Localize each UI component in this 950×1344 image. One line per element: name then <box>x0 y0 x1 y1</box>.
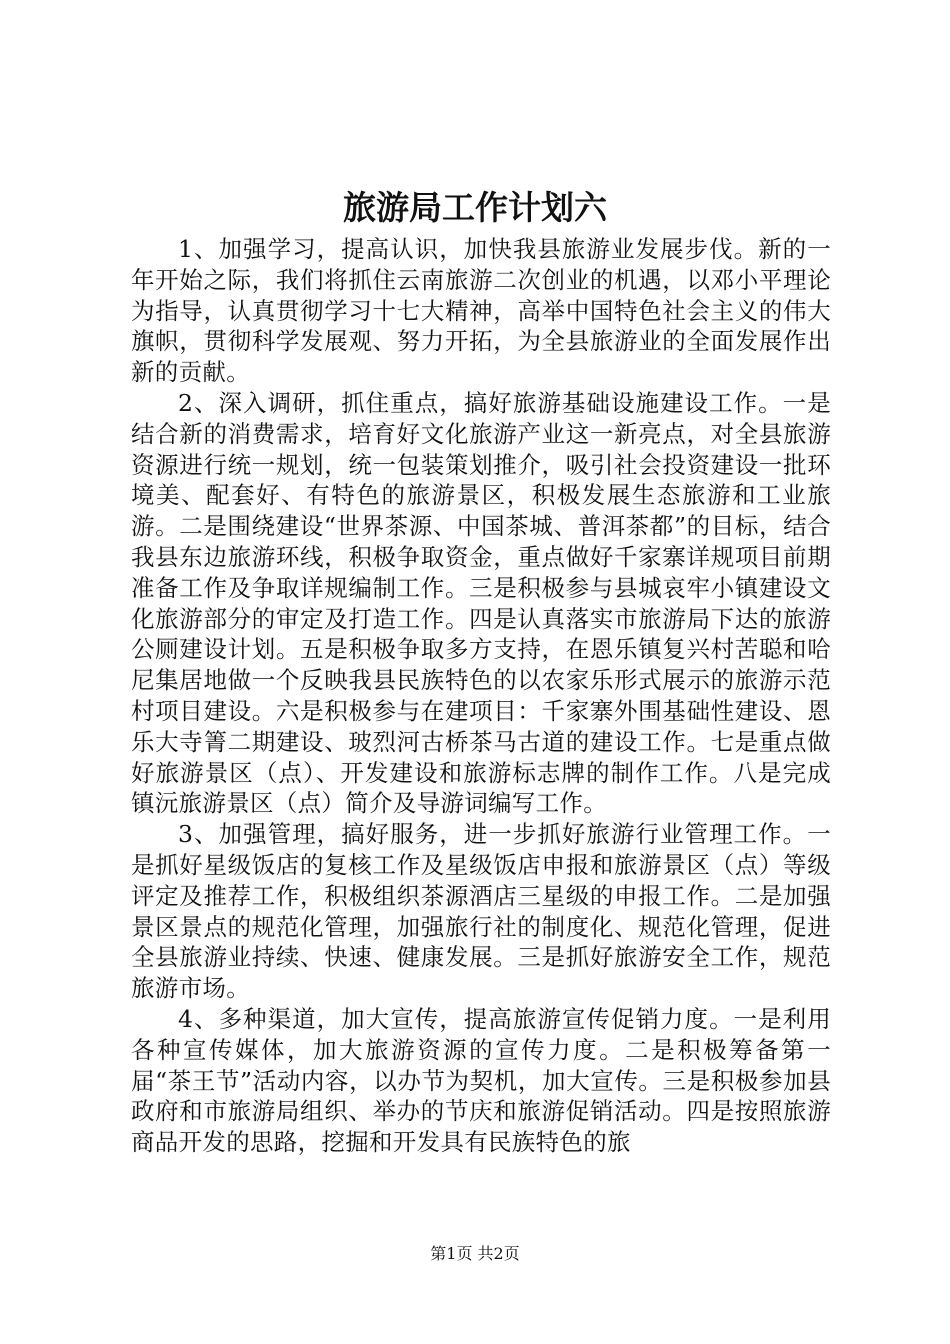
document-body <box>131 234 831 1158</box>
paragraph-3: 3、加强管理，搞好服务，进一步抓好旅游行业管理工作。一是抓好星级饭店的复核工作及星级饭店申报和旅游景区（点）等级评定及推荐工作，积极组织茶源酒店三星级的申报工作。二是加强景区景点的规范化管理，加强旅行社的制度化、规范化管理，促进全县旅游业持续、快速、健康发展。三是抓好旅游安全工作，规范旅游市场。 <box>131 820 831 1003</box>
page-title: 旅游局工作计划六 <box>343 188 607 227</box>
paragraph-2: 2、深入调研，抓住重点，搞好旅游基础设施建设工作。一是结合新的消费需求，培育好文化旅游产业这一新亮点，对全县旅游资源进行统一规划，统一包装策划推介，吸引社会投资建设一批环境美、配套好、有特色的旅游景区，积极发展生态旅游和工业旅游。二是围绕建设“世界茶源、中国茶城、普洱茶都”的目标，结合我县东边旅游环线，积极争取资金，重点做好千家寨详规项目前期准备工作及争取详规编制工作。三是积极参与县城哀牢小镇建设文化旅游部分的审定及打造工作。四是认真落实市旅游局下达的旅游公厕建设计划。五是积极争取多方支持，在恩乐镇复兴村苦聪和哈尼集居地做一个反映我县民族特色的以农家乐形式展示的旅游示范村项目建设。六是积极参与在建项目：千家寨外围基础性建设、恩乐大寺箐二期建设、玻烈河古桥茶马古道的建设工作。七是重点做好旅游景区（点）、开发建设和旅游标志牌的制作工作。八是完成镇沅旅游景区（点）简介及导游词编写工作。 <box>131 388 831 818</box>
paragraph-1: 1、加强学习，提高认识，加快我县旅游业发展步伐。新的一年开始之际，我们将抓住云南旅游二次创业的机遇，以邓小平理论为指导，认真贯彻学习十七大精神，高举中国特色社会主义的伟大旗帜，贯彻科学发展观、努力开拓，为全县旅游业的全面发展作出新的贡献。 <box>131 235 831 387</box>
page-number-footer: 第1页 共2页 <box>430 1244 520 1263</box>
paragraph-4: 4、多种渠道，加大宣传，提高旅游宣传促销力度。一是利用各种宣传媒体，加大旅游资源的宣传力度。二是积极筹备第一届“茶王节”活动内容，以办节为契机，加大宣传。三是积极参加县政府和市旅游局组织、举办的节庆和旅游促销活动。四是按照旅游商品开发的思路，挖掘和开发具有民族特色的旅 <box>131 1004 831 1157</box>
